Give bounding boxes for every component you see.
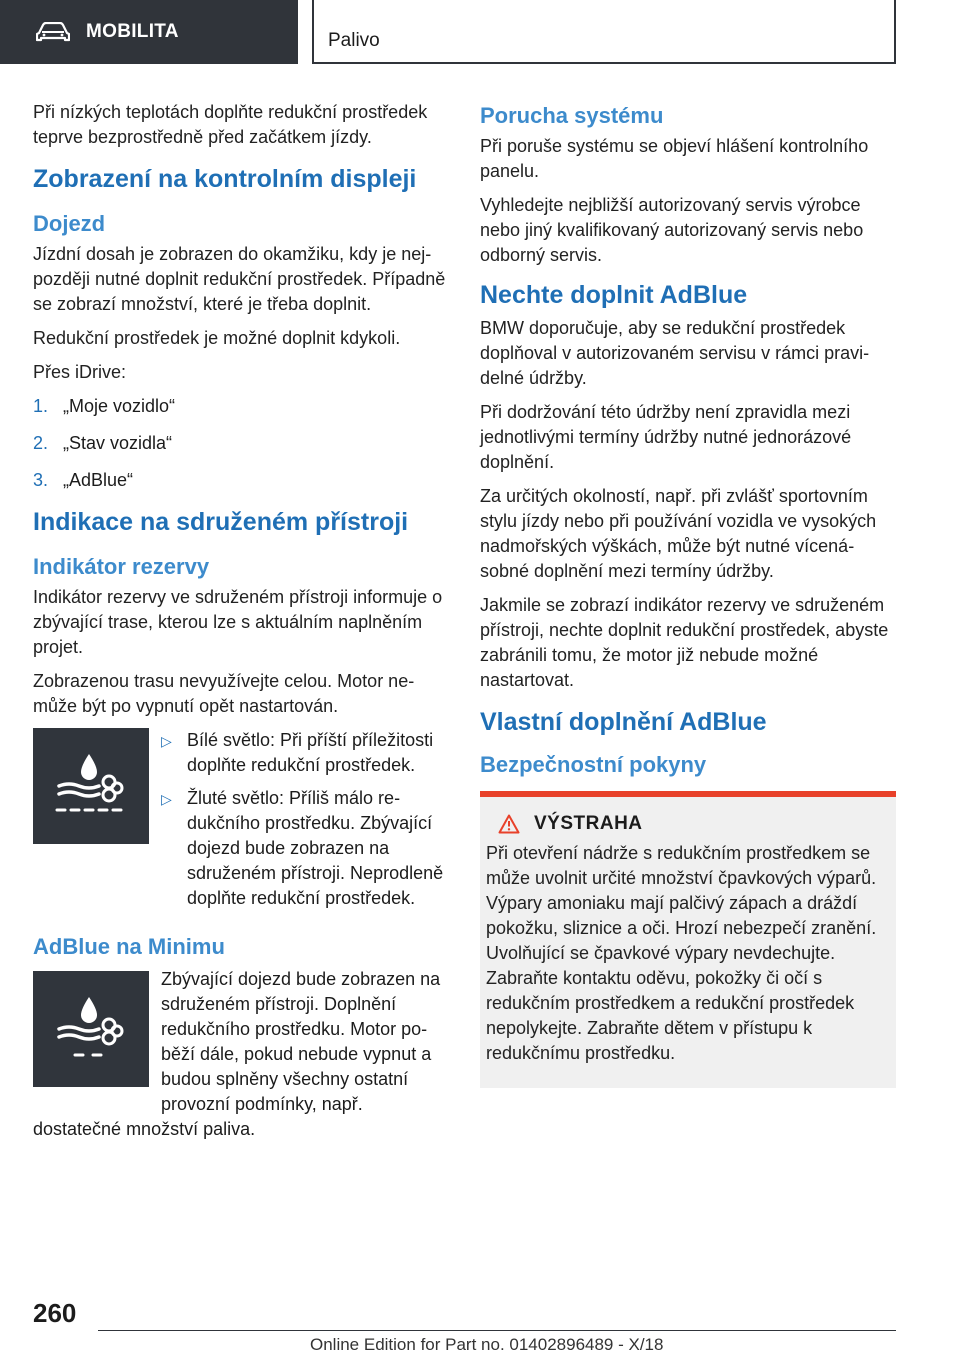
- section-label: MOBILITA: [86, 21, 179, 42]
- bullet-text: Žluté světlo: Příliš málo redukčního prostředku. Zbývající dojezd bude zobrazen na sdruženém přístroji. Neprodleně doplňte redukční prostředek.: [187, 788, 444, 908]
- service-text-4: Jakmile se zobrazí indikátor rezervy ve sdruženém přístroji, nechte doplnit redukční prostředek, abyste zabránili tomu, že motor již nebude možné nastartovat.: [480, 595, 889, 690]
- bullet-text: Bílé světlo: Při příští příležitosti doplňte redukční prostředek.: [187, 730, 434, 775]
- range-text-1: Jízdní dosah je zobrazen do okamžiku, kdy je nejpozději nutné doplnit redukční prostředek. Případně se zobrazí množství, které je třeba doplnit.: [33, 244, 446, 314]
- heading-cluster: Indikace na sdruženém přístroji: [33, 508, 409, 536]
- heading-range: Dojezd: [33, 211, 106, 236]
- minimum-block: [33, 967, 449, 1142]
- step-number: 2.: [33, 433, 49, 453]
- step-item: [33, 394, 449, 419]
- warning-triangle-icon: [498, 814, 520, 834]
- heading-display: Zobrazení na kontrolním displeji: [33, 165, 417, 193]
- reserve-text-1: Indikátor rezervy ve sdruženém přístroji informuje o zbývající trase, kterou lze s aktuálním naplněním projet.: [33, 587, 443, 657]
- triangle-bullet-icon: ▷: [161, 733, 172, 749]
- idrive-steps: [33, 394, 449, 493]
- heading-minimum: AdBlue na Minimu: [33, 934, 225, 959]
- car-icon: [36, 22, 70, 42]
- adblue-minimum-icon: [33, 971, 149, 1087]
- warning-title: VÝSTRAHA: [534, 813, 643, 834]
- adblue-warning-icon: [33, 728, 149, 844]
- step-text: „Stav vozidla“: [63, 433, 173, 453]
- chapter-header: [312, 0, 896, 64]
- list-item: [161, 728, 449, 778]
- intro-text: Při nízkých teplotách doplňte redukční prostředek teprve bezprostředně před začátkem jízdy.: [33, 102, 428, 147]
- heading-safety: Bezpečnostní pokyny: [480, 752, 707, 777]
- minimum-text: Zbývající dojezd bude zobrazen na sdruženém přístroji. Doplnění redukčního prostředku. Motor poběží dále, pokud nebude vypnut a budou splněny všechny ostatní provozní podmínky, např. dostatečné množství paliva.: [33, 969, 441, 1139]
- left-column: [33, 100, 449, 1142]
- warning-header: [486, 813, 888, 835]
- service-text-2: Při dodržování této údržby není zpravidla mezi jednotlivými termíny údržby nutné jednorázové doplnění.: [480, 402, 852, 472]
- step-number: 3.: [33, 470, 49, 490]
- reserve-indicator-block: [33, 728, 449, 919]
- reserve-light-list: [161, 728, 449, 919]
- warning-text: Při otevření nádrže s redukčním prostředkem se může uvolnit určité množství čpavkových výparů. Výpary amoniaku mají palčivý zápach a dráždí pokožku, sliznice a oči. Hrozí nebezpečí zranění. Uvolňující se čpavkové výpary nevdechujte. Zabraňte kontaktu oděvu, pokožky či očí s redukčním prostředkem a redukční prostředek nepolykejte. Zabraňte dětem v přístupu k redukčnímu prostředku.: [486, 843, 877, 1063]
- step-number: 1.: [33, 396, 49, 416]
- heading-self-refill: Vlastní doplnění AdBlue: [480, 708, 767, 736]
- range-text-2: Redukční prostředek je možné doplnit kdykoli.: [33, 328, 401, 348]
- heading-service: Nechte doplnit AdBlue: [480, 281, 748, 309]
- fault-text-1: Při poruše systému se objeví hlášení kontrolního panelu.: [480, 136, 869, 181]
- heading-reserve: Indikátor rezervy: [33, 554, 210, 579]
- service-text-3: Za určitých okolností, např. při zvlášť sportovním stylu jízdy nebo při používání vozidla ve vysokých nadmořských výškách, může být nutné vícenásobné doplnění mezi termíny údržby.: [480, 486, 877, 581]
- heading-fault: Porucha systému: [480, 103, 664, 128]
- reserve-text-2: Zobrazenou trasu nevyužívejte celou. Motor nemůže být po vypnutí opět nastartován.: [33, 671, 415, 716]
- step-text: „AdBlue“: [63, 470, 134, 490]
- warning-box: [480, 791, 896, 1088]
- step-item: [33, 431, 449, 456]
- fault-text-2: Vyhledejte nejbližší autorizovaný servis výrobce nebo jiný kvalifikovaný autorizovaný servis nebo odborný servis.: [480, 195, 864, 265]
- chapter-title: Palivo: [328, 30, 380, 51]
- service-text-1: BMW doporučuje, aby se redukční prostředek doplňoval v autorizovaném servisu v rámci pravidelné údržby.: [480, 318, 870, 388]
- page-number: 260: [33, 1298, 77, 1328]
- edition-note: Online Edition for Part no. 01402896489 - X/18: [310, 1335, 664, 1354]
- right-column: [480, 100, 896, 1088]
- step-item: [33, 468, 449, 493]
- section-tab: [0, 0, 298, 64]
- footer-divider: [98, 1330, 896, 1331]
- step-text: „Moje vozidlo“: [63, 396, 176, 416]
- range-text-3: Přes iDrive:: [33, 362, 127, 382]
- triangle-bullet-icon: ▷: [161, 791, 172, 807]
- list-item: [161, 786, 449, 911]
